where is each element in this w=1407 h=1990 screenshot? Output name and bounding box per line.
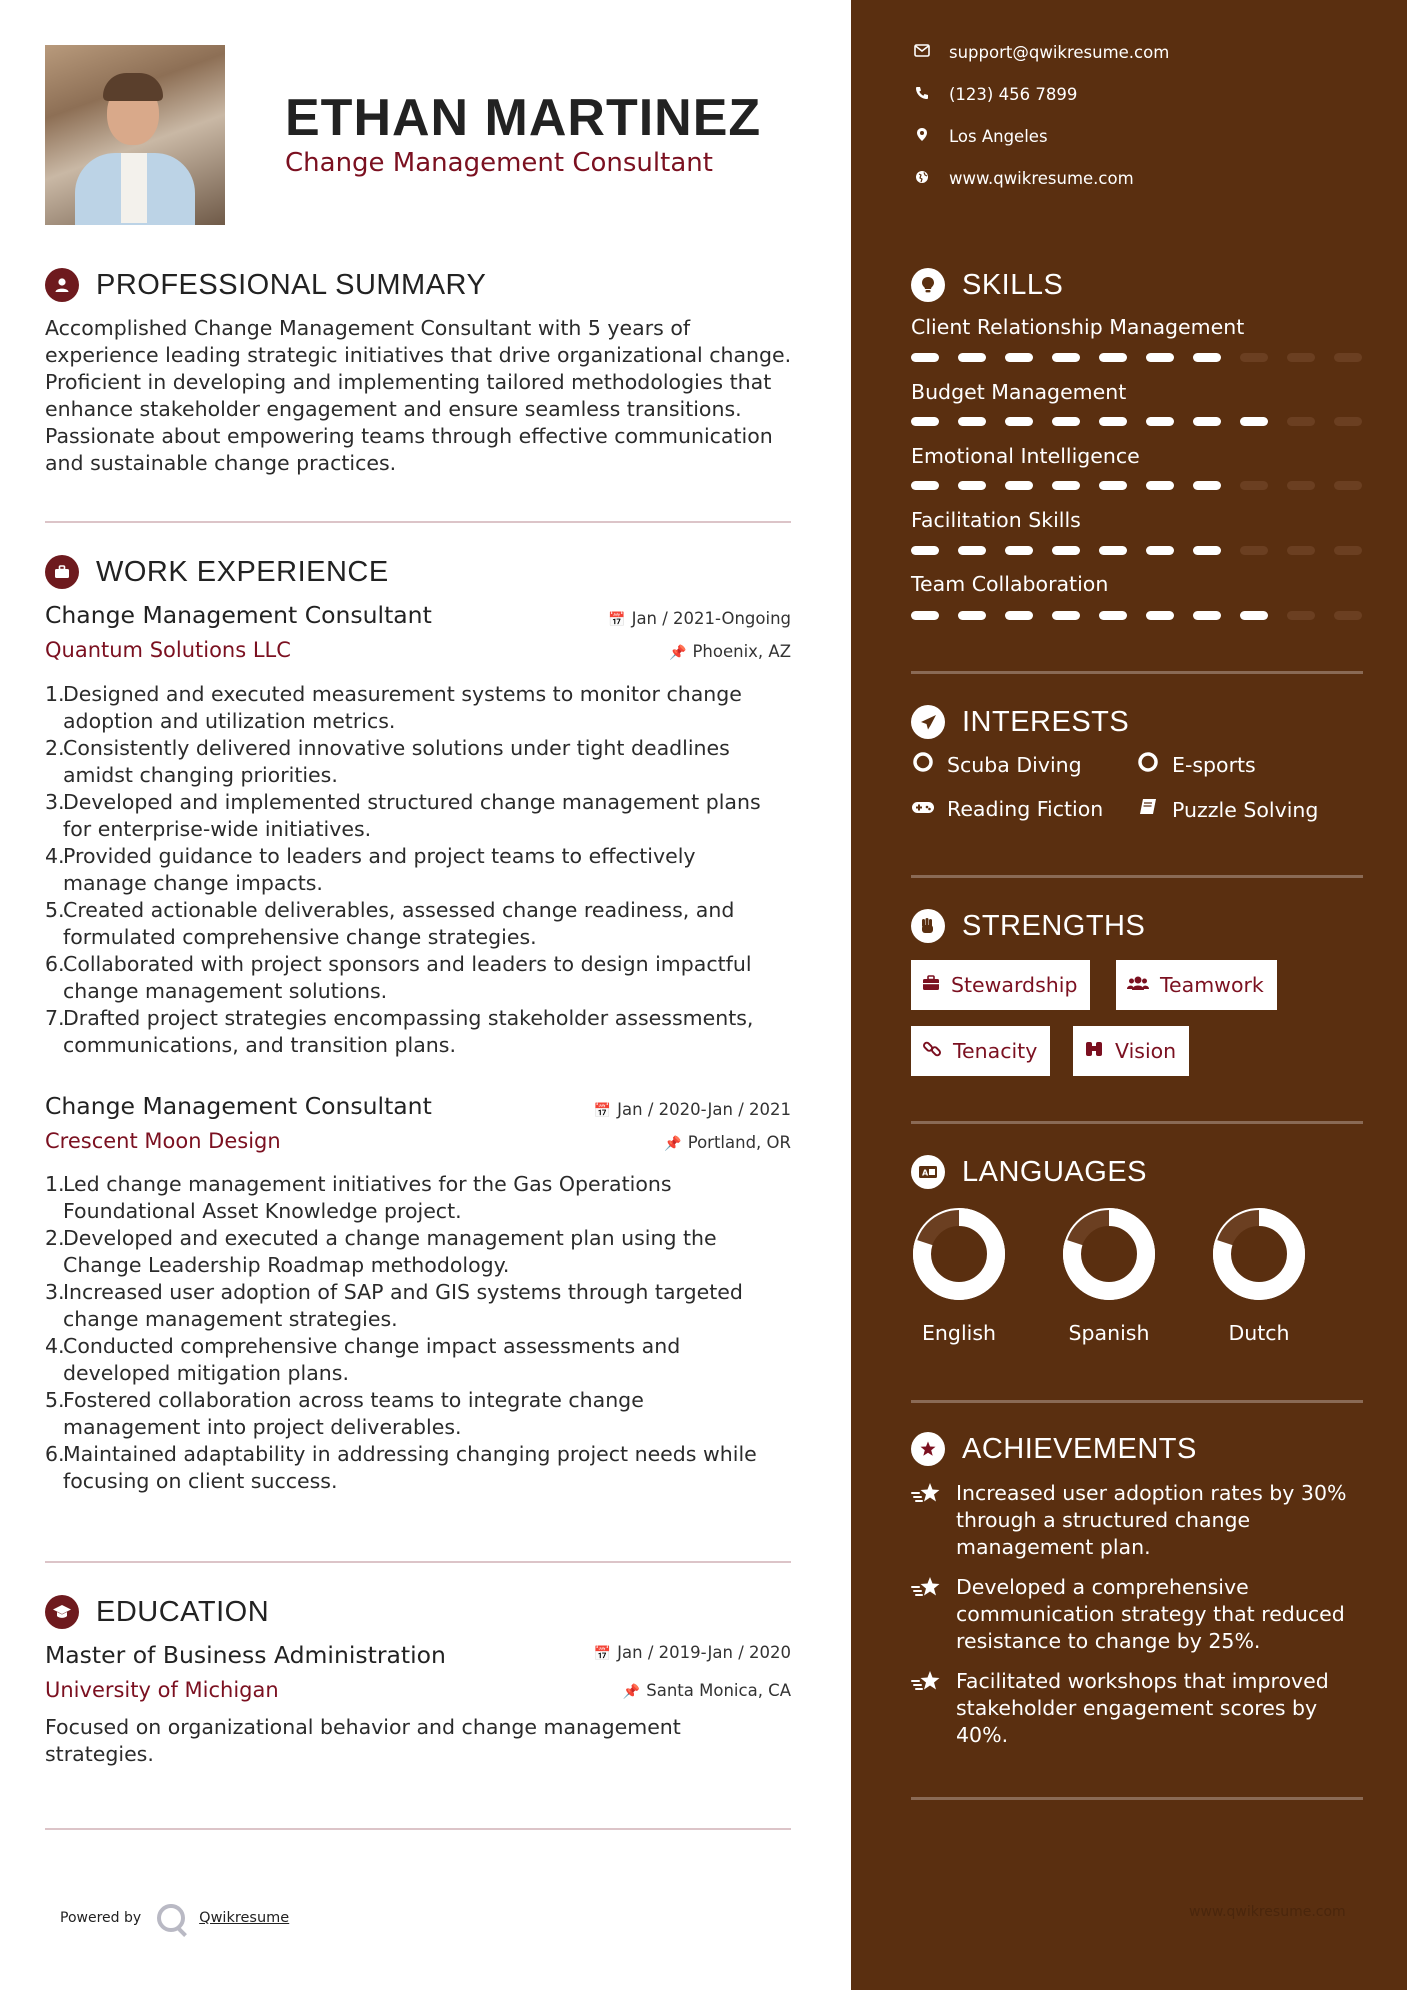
shooting-star-icon (911, 1480, 947, 1561)
skill-dash-filled (958, 546, 986, 555)
envelope-icon (911, 44, 933, 61)
lightbulb-icon (911, 268, 945, 302)
degree-title: Master of Business Administration (45, 1641, 446, 1669)
company-name: Quantum Solutions LLC (45, 638, 291, 662)
interest-item: Reading Fiction (911, 797, 1103, 821)
binoculars-icon (1084, 1040, 1104, 1063)
skill-name: Facilitation Skills (911, 508, 1081, 532)
job-title: Change Management Consultant (45, 601, 432, 629)
language-label: English (921, 1321, 997, 1345)
education-text: Focused on organizational behavior and change management strategies. (45, 1715, 681, 1766)
skill-dash-filled (958, 417, 986, 426)
skill-dash-filled (911, 611, 939, 620)
divider (911, 671, 1363, 674)
achievement-item: Developed a comprehensive communication strategy that reduced resistance to change by 25%. (911, 1574, 1371, 1655)
summary-text: Accomplished Change Management Consultant with 5 years of experience leading strategic initiatives that drive organizational change. Proficient in developing and implementing tailored methodologies that enhance stakeholder engagement and ensure seamless transitions. Passionate about empowering teams through effective communication and sustainable change practices. (45, 316, 792, 475)
education-title: EDUCATION (96, 1595, 270, 1628)
profile-photo (45, 45, 225, 225)
skill-dash-filled (1193, 417, 1221, 426)
strength-tag: Stewardship (911, 960, 1090, 1010)
skill-rating (911, 353, 1381, 362)
skill-dash-empty (1334, 481, 1362, 490)
skill-dash-empty (1287, 546, 1315, 555)
skill-rating (911, 611, 1381, 620)
skill-dash-filled (911, 417, 939, 426)
skill-dash-filled (1146, 546, 1174, 555)
divider (911, 875, 1363, 878)
strengths-heading (911, 909, 1145, 943)
achievement-item: Facilitated workshops that improved stakeholder engagement scores by 40%. (911, 1668, 1371, 1749)
skill-dash-filled (958, 611, 986, 620)
list-item: 7. Drafted project strategies encompassing stakeholder assessments, communications, and transition plans. (45, 1006, 754, 1057)
globe-icon (911, 170, 933, 188)
job-bullets (45, 681, 795, 1059)
strength-tag: Tenacity (911, 1026, 1050, 1076)
skill-dash-filled (1005, 417, 1033, 426)
skill-rating (911, 546, 1381, 555)
list-item: 4. Provided guidance to leaders and project teams to effectively manage change impacts. (45, 844, 696, 895)
education-heading (45, 1595, 269, 1629)
list-item: 6. Collaborated with project sponsors and leaders to design impactful change management solutions. (45, 952, 752, 1003)
skill-dash-filled (1052, 353, 1080, 362)
gamepad-icon (911, 799, 935, 820)
list-item: 3. Increased user adoption of SAP and GIS systems through targeted change management strategies. (45, 1280, 743, 1331)
skill-dash-filled (1146, 417, 1174, 426)
strength-tag: Vision (1073, 1026, 1189, 1076)
pin-icon: 📌 (669, 645, 687, 661)
strengths-title: STRENGTHS (962, 909, 1146, 942)
company-name: Crescent Moon Design (45, 1129, 281, 1153)
experience-title: WORK EXPERIENCE (96, 555, 389, 588)
qwikresume-logo-icon (157, 1904, 185, 1932)
skill-dash-filled (1240, 417, 1268, 426)
interest-item: Scuba Diving (911, 752, 1082, 777)
shooting-star-icon (911, 1574, 947, 1655)
contact-location: Los Angeles (911, 127, 1048, 146)
skill-dash-filled (1099, 481, 1127, 490)
job-location: 📌 Portland, OR (664, 1133, 791, 1152)
map-pin-icon (911, 127, 933, 146)
divider (45, 1828, 791, 1830)
divider (911, 1121, 1363, 1124)
lifebuoy-icon (1136, 752, 1160, 777)
star-badge-icon (911, 1432, 945, 1466)
book-icon (1136, 797, 1160, 822)
lifebuoy-icon (911, 752, 935, 777)
skill-dash-filled (911, 546, 939, 555)
list-item: 3. Developed and implemented structured change management plans for enterprise-wide initiatives. (45, 790, 761, 841)
fist-icon (911, 909, 945, 943)
list-item: 2. Consistently delivered innovative solutions under tight deadlines amidst changing priorities. (45, 736, 730, 787)
graduation-icon (45, 1595, 79, 1629)
powered-by: Powered by Qwikresume (60, 1904, 289, 1932)
user-icon (45, 268, 79, 302)
pin-icon: 📌 (664, 1136, 682, 1152)
calendar-icon: 📅 (593, 1103, 612, 1119)
experience-heading (45, 555, 389, 589)
languages-heading (911, 1155, 1147, 1189)
job-bullets (45, 1171, 795, 1495)
achievements-title: ACHIEVEMENTS (962, 1432, 1197, 1465)
interests-heading (911, 705, 1129, 739)
skill-dash-filled (1052, 417, 1080, 426)
language-level-ring (912, 1207, 1006, 1301)
skill-dash-empty (1287, 417, 1315, 426)
skill-dash-filled (1052, 611, 1080, 620)
list-item: 4. Conducted comprehensive change impact assessments and developed mitigation plans. (45, 1334, 681, 1385)
language-icon (911, 1155, 945, 1189)
skill-dash-empty (1287, 611, 1315, 620)
phone-icon (911, 86, 933, 104)
skill-dash-empty (1334, 353, 1362, 362)
skill-dash-filled (1099, 353, 1127, 362)
candidate-role: Change Management Consultant (285, 148, 713, 178)
interest-item: E-sports (1136, 752, 1256, 777)
skill-dash-filled (958, 481, 986, 490)
paper-plane-icon (911, 705, 945, 739)
language-level-ring (1212, 1207, 1306, 1301)
calendar-icon: 📅 (608, 612, 626, 628)
shooting-star-icon (911, 1668, 947, 1749)
list-item: 5. Created actionable deliverables, assessed change readiness, and formulated comprehensive change strategies. (45, 898, 735, 949)
summary-heading (45, 268, 486, 302)
skill-dash-filled (1146, 611, 1174, 620)
link-icon (922, 1039, 942, 1064)
contact-phone[interactable]: (123) 456 7899 (911, 85, 1077, 104)
skill-dash-filled (1193, 611, 1221, 620)
skill-dash-filled (1193, 481, 1221, 490)
skill-dash-filled (1146, 481, 1174, 490)
calendar-icon: 📅 (593, 1646, 612, 1662)
skill-dash-empty (1240, 353, 1268, 362)
divider (911, 1400, 1363, 1403)
sidebar (851, 0, 1407, 1990)
skills-title: SKILLS (962, 268, 1064, 301)
skill-dash-filled (1240, 611, 1268, 620)
skill-dash-filled (1005, 546, 1033, 555)
skill-dash-filled (911, 353, 939, 362)
skills-heading (911, 268, 1063, 302)
list-item: 6. Maintained adaptability in addressing changing project needs while focusing on client success. (45, 1442, 757, 1493)
skill-dash-empty (1334, 546, 1362, 555)
skill-dash-filled (1099, 417, 1127, 426)
skill-dash-empty (1287, 353, 1315, 362)
pin-icon: 📌 (622, 1684, 641, 1700)
footer-website: www.qwikresume.com (1189, 1904, 1346, 1920)
skill-dash-filled (1099, 611, 1127, 620)
skill-rating (911, 417, 1381, 426)
language-label: Dutch (1228, 1321, 1290, 1345)
contact-email[interactable]: support@qwikresume.com (911, 43, 1169, 62)
languages-title: LANGUAGES (962, 1155, 1147, 1188)
skill-name: Team Collaboration (911, 572, 1109, 596)
skill-dash-filled (1193, 353, 1221, 362)
svg-text:A: A (922, 1168, 929, 1178)
school-name: University of Michigan (45, 1678, 279, 1702)
list-item: 5. Fostered collaboration across teams to integrate change management into project deliverables. (45, 1388, 644, 1439)
job-title: Change Management Consultant (45, 1092, 432, 1120)
strength-tag: Teamwork (1116, 960, 1277, 1010)
list-item: 1. Led change management initiatives for the Gas Operations Foundational Asset Knowledge project. (45, 1172, 672, 1223)
skill-dash-filled (1005, 611, 1033, 620)
contact-website[interactable]: www.qwikresume.com (911, 169, 1134, 188)
skill-dash-filled (1005, 353, 1033, 362)
skill-name: Emotional Intelligence (911, 444, 1140, 468)
skill-dash-filled (1005, 481, 1033, 490)
skill-dash-filled (1146, 353, 1174, 362)
interests-title: INTERESTS (962, 705, 1130, 738)
candidate-name: ETHAN MARTINEZ (285, 89, 762, 147)
interest-item: Puzzle Solving (1136, 797, 1318, 822)
job-date: 📅 Jan / 2020-Jan / 2021 (593, 1100, 791, 1119)
skill-dash-filled (1099, 546, 1127, 555)
skill-dash-filled (958, 353, 986, 362)
skill-dash-empty (1240, 481, 1268, 490)
skill-dash-empty (1287, 481, 1315, 490)
education-date: 📅 Jan / 2019-Jan / 2020 (593, 1643, 791, 1662)
skill-dash-filled (1193, 546, 1221, 555)
skill-dash-filled (1052, 546, 1080, 555)
skill-name: Client Relationship Management (911, 315, 1245, 339)
skill-dash-empty (1334, 417, 1362, 426)
divider (911, 1797, 1363, 1800)
divider (45, 521, 791, 523)
brand-link[interactable]: Qwikresume (199, 1910, 290, 1926)
job-location: 📌 Phoenix, AZ (669, 642, 791, 661)
list-item: 2. Developed and executed a change management plan using the Change Leadership Roadmap methodology. (45, 1226, 717, 1277)
skill-dash-empty (1240, 546, 1268, 555)
skill-name: Budget Management (911, 380, 1127, 404)
users-icon (1127, 975, 1149, 996)
education-location: 📌 Santa Monica, CA (622, 1681, 791, 1700)
briefcase-icon (922, 975, 940, 996)
language-label: Spanish (1068, 1321, 1150, 1345)
divider (45, 1561, 791, 1563)
skill-dash-filled (1052, 481, 1080, 490)
briefcase-icon (45, 555, 79, 589)
achievements-heading (911, 1432, 1197, 1466)
job-date: 📅 Jan / 2021-Ongoing (608, 609, 791, 628)
achievement-item: Increased user adoption rates by 30% through a structured change management plan. (911, 1480, 1371, 1561)
language-level-ring (1062, 1207, 1156, 1301)
summary-title: PROFESSIONAL SUMMARY (96, 268, 487, 301)
skill-dash-filled (911, 481, 939, 490)
skill-rating (911, 481, 1381, 490)
skill-dash-empty (1334, 611, 1362, 620)
list-item: 1. Designed and executed measurement systems to monitor change adoption and utilization metrics. (45, 682, 742, 733)
